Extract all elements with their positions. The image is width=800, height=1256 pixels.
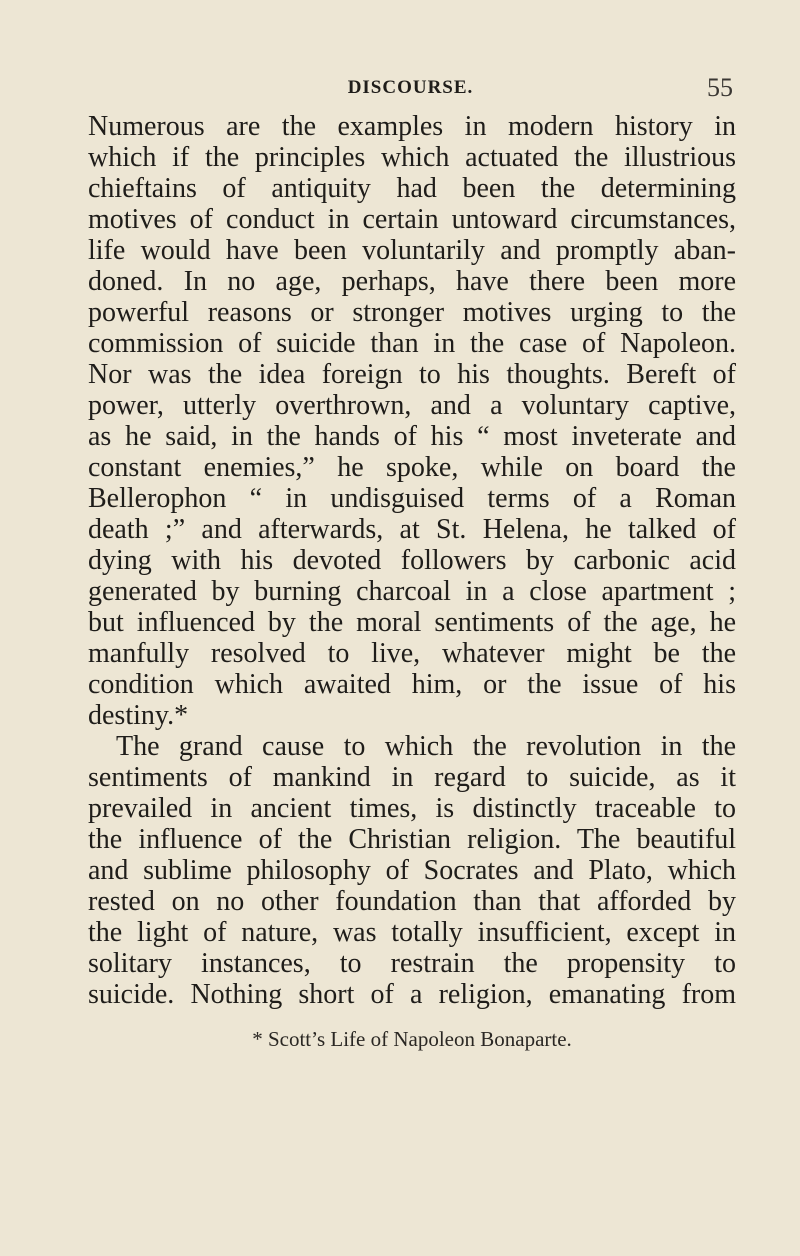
text-line: the influence of the Christian religion. The beautiful — [88, 824, 736, 855]
text-line: and sublime philosophy of Socrates and Plato, which — [88, 855, 736, 886]
text-line: powerful reasons or stronger motives urging to the — [88, 297, 736, 328]
text-line: as he said, in the hands of his “ most inveterate and — [88, 421, 736, 452]
text-line: solitary instances, to restrain the propensity to — [88, 948, 736, 979]
text-line: commission of suicide than in the case of Napoleon. — [88, 328, 736, 359]
text-line: prevailed in ancient times, is distinctly traceable to — [88, 793, 736, 824]
text-line: which if the principles which actuated the illustrious — [88, 142, 736, 173]
text-line: constant enemies,” he spoke, while on board the — [88, 452, 736, 483]
text-line: Numerous are the examples in modern history in — [88, 111, 736, 142]
running-head: DISCOURSE. — [347, 77, 474, 98]
text-line: sentiments of mankind in regard to suicide, as it — [88, 762, 736, 793]
text-line: death ;” and afterwards, at St. Helena, he talked of — [88, 514, 736, 545]
text-line: condition which awaited him, or the issue of his — [88, 669, 736, 700]
footnote: * Scott’s Life of Napoleon Bonaparte. — [252, 1027, 572, 1051]
text-line: generated by burning charcoal in a close apartment ; — [88, 576, 736, 607]
text-line: power, utterly overthrown, and a voluntary captive, — [88, 390, 736, 421]
text-line: dying with his devoted followers by carbonic acid — [88, 545, 736, 576]
text-line: suicide. Nothing short of a religion, emanating from — [88, 979, 736, 1010]
page-number: 55 — [707, 73, 733, 102]
body-text — [88, 111, 736, 1010]
text-line: but influenced by the moral sentiments of the age, he — [88, 607, 736, 638]
page-header — [88, 73, 733, 107]
text-line: destiny.* — [88, 700, 189, 731]
text-line: Bellerophon “ in undisguised terms of a Roman — [88, 483, 736, 514]
text-line: life would have been voluntarily and promptly aban- — [88, 235, 736, 266]
text-line: rested on no other foundation than that afforded by — [88, 886, 736, 917]
text-line: the light of nature, was totally insufficient, except in — [88, 917, 736, 948]
text-line: Nor was the idea foreign to his thoughts. Bereft of — [88, 359, 736, 390]
text-line: The grand cause to which the revolution in the — [116, 731, 736, 762]
text-line: doned. In no age, perhaps, have there been more — [88, 266, 736, 297]
text-line: manfully resolved to live, whatever might be the — [88, 638, 736, 669]
text-line: chieftains of antiquity had been the determining — [88, 173, 736, 204]
text-line: motives of conduct in certain untoward circumstances, — [88, 204, 736, 235]
